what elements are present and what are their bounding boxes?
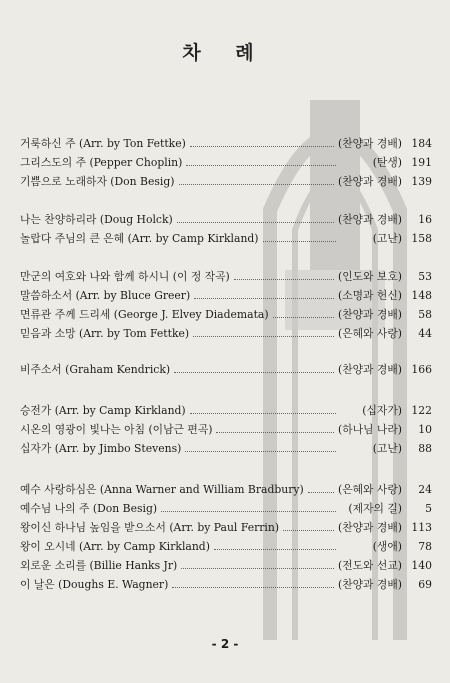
entry-category: (은혜와 사랑) [337,483,402,496]
group-spacer [20,191,432,210]
group-spacer [20,343,432,360]
entry-page-number: 184 [411,137,432,150]
entry-page-number: 88 [418,442,432,455]
dot-leader [177,221,334,223]
dot-leader [283,529,334,531]
entry-page-number: 10 [418,423,432,436]
entry-category: (제자의 길) [348,502,402,515]
entry-title: 왕이 오시네 (Arr. by Camp Kirkland) [20,540,210,553]
dot-leader [190,145,334,147]
entry-title: 그리스도의 주 (Pepper Choplin) [20,156,183,169]
dot-leader [185,450,336,452]
page-number: - 2 - [211,637,239,651]
toc-entry[interactable] [20,401,432,420]
entry-page-number: 58 [418,308,432,321]
toc-entry[interactable] [20,210,432,229]
entry-category: (고난) [372,442,402,455]
entry-category: (찬양과 경배) [337,308,402,321]
dot-leader [181,567,334,569]
entry-title: 외로운 소리를 (Billie Hanks Jr) [20,559,178,572]
entry-category: (찬양과 경배) [337,175,402,188]
entry-title: 말씀하소서 (Arr. by Bluce Greer) [20,289,191,302]
entry-title: 이 날은 (Doughs E. Wagner) [20,578,169,591]
entry-page-number: 122 [411,404,432,417]
entry-category: (소명과 헌신) [337,289,402,302]
dot-leader [194,297,334,299]
entry-title: 승전가 (Arr. by Camp Kirkland) [20,404,186,417]
dot-leader [234,278,334,280]
dot-leader [174,371,334,373]
toc-entry[interactable] [20,575,432,594]
toc-entry[interactable] [20,420,432,439]
entry-page-number: 69 [418,578,432,591]
toc-entry[interactable] [20,153,432,172]
toc-entry[interactable] [20,134,432,153]
entry-page-number: 113 [411,521,432,534]
entry-page-number: 78 [418,540,432,553]
entry-title: 시온의 영광이 빛나는 아침 (이남근 편곡) [20,423,213,436]
entry-category: (찬양과 경배) [337,137,402,150]
toc-entry[interactable] [20,286,432,305]
dot-leader [172,586,334,588]
entry-category: (찬양과 경배) [337,213,402,226]
entry-category: (인도와 보호) [337,270,402,283]
entry-category: (하나님 나라) [337,423,402,436]
group-spacer [20,248,432,267]
toc-entry[interactable] [20,229,432,248]
dot-leader [308,491,334,493]
entry-category: (전도와 선교) [337,559,402,572]
table-of-contents [20,134,432,594]
entry-page-number: 158 [411,232,432,245]
entry-title: 나는 찬양하리라 (Doug Holck) [20,213,173,226]
entry-page-number: 148 [411,289,432,302]
dot-leader [179,183,334,185]
entry-title: 왕이신 하나님 높임을 받으소서 (Arr. by Paul Ferrin) [20,521,280,534]
entry-page-number: 140 [411,559,432,572]
entry-category: (은혜와 사랑) [337,327,402,340]
entry-title: 비주소서 (Graham Kendrick) [20,363,171,376]
toc-entry[interactable] [20,360,432,379]
entry-category: (고난) [372,232,402,245]
toc-entry[interactable] [20,518,432,537]
entry-title: 십자가 (Arr. by Jimbo Stevens) [20,442,182,455]
dot-leader [190,412,336,414]
dot-leader [273,316,334,318]
entry-category: (찬양과 경배) [337,578,402,591]
entry-page-number: 53 [418,270,432,283]
dot-leader [161,510,336,512]
toc-entry[interactable] [20,305,432,324]
entry-title: 기쁨으로 노래하자 (Don Besig) [20,175,175,188]
entry-page-number: 166 [411,363,432,376]
entry-page-number: 24 [418,483,432,496]
group-spacer [20,379,432,401]
dot-leader [216,431,334,433]
entry-title: 예수님 나의 주 (Don Besig) [20,502,158,515]
toc-entry[interactable] [20,499,432,518]
entry-category: (생애) [372,540,402,553]
entry-page-number: 191 [411,156,432,169]
dot-leader [263,240,336,242]
toc-entry[interactable] [20,172,432,191]
entry-title: 예수 사랑하심은 (Anna Warner and William Bradbury) [20,483,304,496]
entry-category: (십자가) [362,404,402,417]
toc-entry[interactable] [20,537,432,556]
entry-title: 면류관 주께 드리세 (George J. Elvey Diademata) [20,308,269,321]
toc-entry[interactable] [20,480,432,499]
entry-page-number: 44 [418,327,432,340]
entry-page-number: 16 [418,213,432,226]
entry-title: 믿음과 소망 (Arr. by Tom Fettke) [20,327,190,340]
entry-category: (탄생) [372,156,402,169]
toc-entry[interactable] [20,267,432,286]
toc-entry[interactable] [20,324,432,343]
dot-leader [214,548,336,550]
entry-page-number: 5 [425,502,432,515]
toc-entry[interactable] [20,556,432,575]
entry-title: 거룩하신 주 (Arr. by Ton Fettke) [20,137,186,150]
page-title: 차 례 [182,42,268,64]
entry-title: 놀랍다 주님의 큰 은혜 (Arr. by Camp Kirkland) [20,232,259,245]
entry-title: 만군의 여호와 나와 함께 하시니 (이 정 작곡) [20,270,230,283]
dot-leader [193,335,334,337]
group-spacer [20,458,432,480]
entry-category: (찬양과 경배) [337,521,402,534]
toc-entry[interactable] [20,439,432,458]
entry-category: (찬양과 경배) [337,363,402,376]
entry-page-number: 139 [411,175,432,188]
dot-leader [186,164,336,166]
